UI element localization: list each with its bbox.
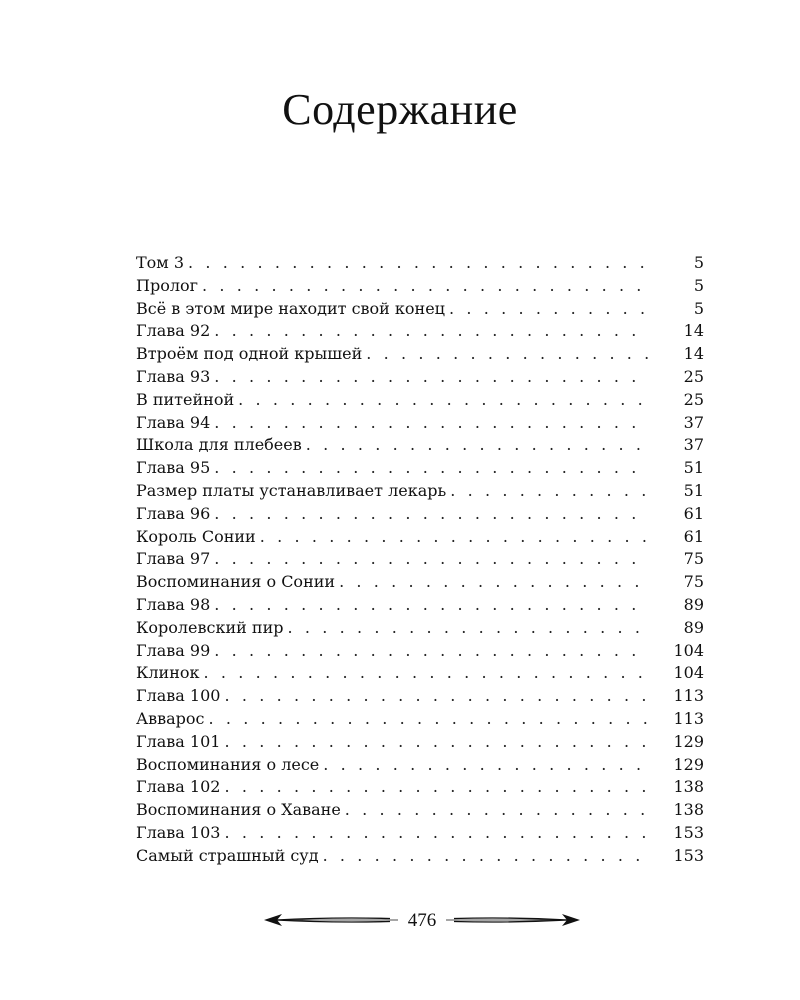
toc-entry [136, 343, 704, 366]
toc-entry-page: 51 [683, 458, 704, 478]
toc-entry [136, 754, 704, 777]
toc-dot-leader [323, 754, 648, 777]
toc-dot-leader [287, 617, 648, 640]
toc-entry-page: 37 [683, 412, 704, 432]
toc-dot-leader [204, 662, 648, 685]
toc-entry-page: 138 [673, 777, 704, 797]
toc-entry [136, 252, 704, 275]
toc-entry-page: 5 [693, 298, 704, 318]
toc-entry-label: Королевский пир [136, 617, 284, 637]
toc-entry [136, 457, 704, 480]
toc-entry-page: 129 [673, 754, 704, 774]
toc-entry-label: Глава 95 [136, 458, 211, 478]
toc-dot-leader [214, 548, 648, 571]
toc-entry-label: Глава 96 [136, 503, 211, 523]
toc-entry-page: 129 [673, 731, 704, 751]
toc-dot-leader [260, 526, 648, 549]
toc-entry-label: Глава 94 [136, 412, 211, 432]
toc-entry-label: Втроём под одной крышей [136, 344, 363, 364]
toc-entry-page: 104 [673, 663, 704, 683]
toc-entry [136, 640, 704, 663]
page-title: Содержание [282, 85, 518, 134]
toc-entry-page: 153 [673, 822, 704, 842]
toc-dot-leader [214, 457, 648, 480]
toc-dot-leader [366, 343, 648, 366]
toc-entry [136, 708, 704, 731]
toc-entry [136, 298, 704, 321]
toc-dot-leader [323, 845, 648, 868]
toc-entry [136, 320, 704, 343]
toc-entry-label: Глава 100 [136, 686, 221, 706]
toc-entry [136, 434, 704, 457]
toc-entry [136, 571, 704, 594]
toc-entry-label: Пролог [136, 275, 199, 295]
toc-entry-page: 51 [683, 480, 704, 500]
toc-dot-leader [450, 480, 648, 503]
toc-dot-leader [224, 731, 648, 754]
toc-entry-label: Воспоминания о Сонии [136, 572, 336, 592]
toc-entry-label: Самый страшный суд [136, 845, 319, 865]
toc-entry-page: 75 [683, 572, 704, 592]
toc-entry-page: 89 [683, 617, 704, 637]
toc-entry-label: Том 3 [136, 253, 185, 272]
toc-entry-label: Авварос [136, 708, 205, 728]
toc-entry [136, 594, 704, 617]
toc-entry-page: 14 [683, 321, 704, 341]
toc-entry-label: Глава 99 [136, 640, 211, 660]
toc-entry [136, 776, 704, 799]
toc-entry-label: Клинок [136, 663, 200, 683]
toc-entry-page: 5 [693, 253, 704, 272]
page-number: 476 [407, 910, 437, 931]
toc-entry [136, 799, 704, 822]
table-of-contents [136, 252, 704, 868]
toc-entry-label: Школа для плебеев [136, 435, 302, 455]
toc-entry-page: 104 [673, 640, 704, 660]
toc-entry [136, 275, 704, 298]
toc-entry-page: 113 [673, 686, 704, 706]
toc-entry-label: Воспоминания о Хаване [136, 800, 341, 820]
toc-entry-label: Глава 98 [136, 594, 211, 614]
toc-dot-leader [339, 571, 648, 594]
toc-entry-label: Всё в этом мире находит свой конец [136, 298, 445, 318]
toc-entry-page: 61 [683, 526, 704, 546]
toc-entry [136, 662, 704, 685]
toc-entry-page: 138 [673, 800, 704, 820]
toc-entry-label: Глава 97 [136, 549, 211, 569]
toc-entry-page: 37 [683, 435, 704, 455]
toc-dot-leader [224, 776, 648, 799]
toc-entry-label: В питейной [136, 389, 235, 409]
toc-dot-leader [449, 298, 648, 321]
toc-dot-leader [214, 320, 648, 343]
toc-entry-page: 75 [683, 549, 704, 569]
toc-dot-leader [209, 708, 648, 731]
toc-entry-label: Король Сонии [136, 526, 256, 546]
toc-entry [136, 822, 704, 845]
toc-entry [136, 731, 704, 754]
toc-dot-leader [224, 822, 648, 845]
page-footer [262, 904, 582, 938]
toc-dot-leader [238, 389, 648, 412]
toc-dot-leader [214, 503, 648, 526]
toc-dot-leader [188, 252, 648, 275]
toc-entry-page: 25 [683, 389, 704, 409]
toc-entry-label: Глава 101 [136, 731, 221, 751]
toc-entry [136, 548, 704, 571]
toc-entry [136, 685, 704, 708]
toc-dot-leader [214, 366, 648, 389]
toc-entry-page: 25 [683, 366, 704, 386]
toc-entry-page: 61 [683, 503, 704, 523]
toc-entry [136, 480, 704, 503]
toc-entry-label: Глава 102 [136, 777, 221, 797]
toc-dot-leader [306, 434, 648, 457]
toc-entry-label: Глава 92 [136, 321, 211, 341]
toc-entry [136, 366, 704, 389]
toc-entry-page: 14 [683, 344, 704, 364]
toc-entry-label: Размер платы устанавливает лекарь [136, 480, 447, 500]
toc-entry [136, 526, 704, 549]
toc-dot-leader [345, 799, 648, 822]
toc-entry-page: 153 [673, 845, 704, 865]
toc-entry-label: Воспоминания о лесе [136, 754, 320, 774]
toc-entry-label: Глава 93 [136, 366, 211, 386]
toc-entry-page: 113 [673, 708, 704, 728]
toc-entry [136, 389, 704, 412]
toc-entry [136, 412, 704, 435]
toc-entry [136, 845, 704, 868]
toc-entry [136, 617, 704, 640]
toc-entry-page: 5 [693, 275, 704, 295]
toc-dot-leader [224, 685, 648, 708]
toc-dot-leader [202, 275, 648, 298]
toc-entry [136, 503, 704, 526]
toc-entry-page: 89 [683, 594, 704, 614]
toc-entry-label: Глава 103 [136, 822, 221, 842]
toc-dot-leader [214, 594, 648, 617]
toc-dot-leader [214, 412, 648, 435]
toc-dot-leader [214, 640, 648, 663]
